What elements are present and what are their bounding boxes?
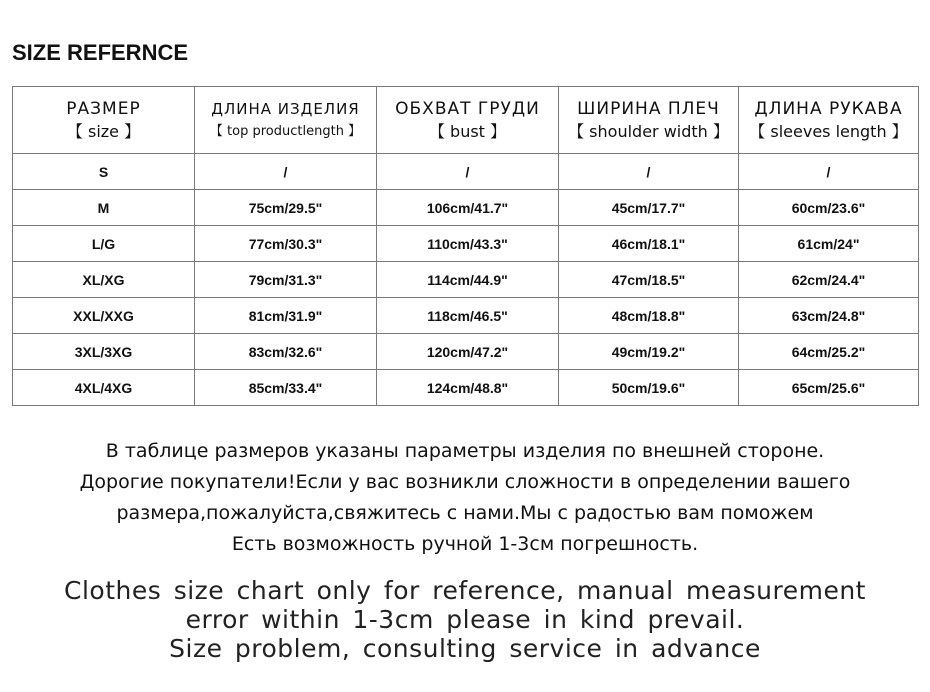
cell-size: L/G <box>13 226 195 262</box>
header-sleeves-en: 【 sleeves length 】 <box>749 121 908 141</box>
en-note-line: error within 1-3cm please in kind prevail. <box>185 605 745 634</box>
cell-size: 4XL/4XG <box>13 370 195 406</box>
header-sleeves <box>739 87 919 154</box>
table-row <box>13 370 919 406</box>
ru-note-line: Есть возможность ручной 1-3см погрешность. <box>231 533 699 555</box>
russian-notes <box>0 436 930 560</box>
cell-bust: / <box>377 154 559 190</box>
table-header-row <box>13 87 919 154</box>
cell-sleeves: 61cm/24" <box>739 226 919 262</box>
header-length-ru: ДЛИНА ИЗДЕЛИЯ <box>211 99 360 118</box>
cell-sleeves: 65cm/25.6" <box>739 370 919 406</box>
page-title: SIZE REFERNCE <box>12 40 189 65</box>
ru-note-line: Дорогие покупатели!Если у вас возникли сложности в определении вашего <box>79 471 851 493</box>
cell-sleeves: 60cm/23.6" <box>739 190 919 226</box>
table-row <box>13 298 919 334</box>
cell-length: 79cm/31.3" <box>195 262 377 298</box>
cell-sleeves: 63cm/24.8" <box>739 298 919 334</box>
cell-shoulder: 49cm/19.2" <box>559 334 739 370</box>
cell-shoulder: 45cm/17.7" <box>559 190 739 226</box>
header-bust-en: 【 bust 】 <box>428 121 507 141</box>
cell-sleeves: 62cm/24.4" <box>739 262 919 298</box>
en-note-line: Clothes size chart only for reference, manual measurement <box>64 576 866 605</box>
cell-length: 75cm/29.5" <box>195 190 377 226</box>
cell-bust: 114cm/44.9" <box>377 262 559 298</box>
cell-sleeves: / <box>739 154 919 190</box>
cell-length: / <box>195 154 377 190</box>
cell-sleeves: 64cm/25.2" <box>739 334 919 370</box>
table-row <box>13 226 919 262</box>
cell-size: M <box>13 190 195 226</box>
cell-size: XL/XG <box>13 262 195 298</box>
cell-bust: 124cm/48.8" <box>377 370 559 406</box>
table-row <box>13 154 919 190</box>
cell-shoulder: 47cm/18.5" <box>559 262 739 298</box>
ru-note-line: В таблице размеров указаны параметры изделия по внешней стороне. <box>105 440 825 462</box>
header-sleeves-ru: ДЛИНА РУКАВА <box>754 98 903 119</box>
english-notes <box>0 576 930 663</box>
header-bust <box>377 87 559 154</box>
header-shoulder <box>559 87 739 154</box>
header-bust-ru: ОБХВАТ ГРУДИ <box>395 98 540 119</box>
cell-bust: 106cm/41.7" <box>377 190 559 226</box>
cell-bust: 118cm/46.5" <box>377 298 559 334</box>
en-note-line: Size problem, consulting service in advance <box>169 634 761 663</box>
cell-size: S <box>13 154 195 190</box>
ru-note-line: размера,пожалуйста,свяжитесь с нами.Мы с радостью вам поможем <box>116 502 814 524</box>
cell-length: 83cm/32.6" <box>195 334 377 370</box>
cell-length: 77cm/30.3" <box>195 226 377 262</box>
cell-length: 85cm/33.4" <box>195 370 377 406</box>
table-row <box>13 262 919 298</box>
cell-shoulder: 46cm/18.1" <box>559 226 739 262</box>
cell-shoulder: / <box>559 154 739 190</box>
cell-size: XXL/XXG <box>13 298 195 334</box>
header-shoulder-en: 【 shoulder width 】 <box>568 121 729 141</box>
header-size <box>13 87 195 154</box>
header-shoulder-ru: ШИРИНА ПЛЕЧ <box>577 98 720 119</box>
table-row <box>13 334 919 370</box>
header-length-en: 【 top productlength 】 <box>209 123 362 139</box>
table-row <box>13 190 919 226</box>
cell-bust: 120cm/47.2" <box>377 334 559 370</box>
size-chart-table <box>12 86 919 406</box>
header-size-en: 【 size 】 <box>66 121 141 141</box>
cell-length: 81cm/31.9" <box>195 298 377 334</box>
header-length <box>195 87 377 154</box>
cell-size: 3XL/3XG <box>13 334 195 370</box>
cell-shoulder: 50cm/19.6" <box>559 370 739 406</box>
cell-bust: 110cm/43.3" <box>377 226 559 262</box>
header-size-ru: РАЗМЕР <box>66 98 141 119</box>
cell-shoulder: 48cm/18.8" <box>559 298 739 334</box>
